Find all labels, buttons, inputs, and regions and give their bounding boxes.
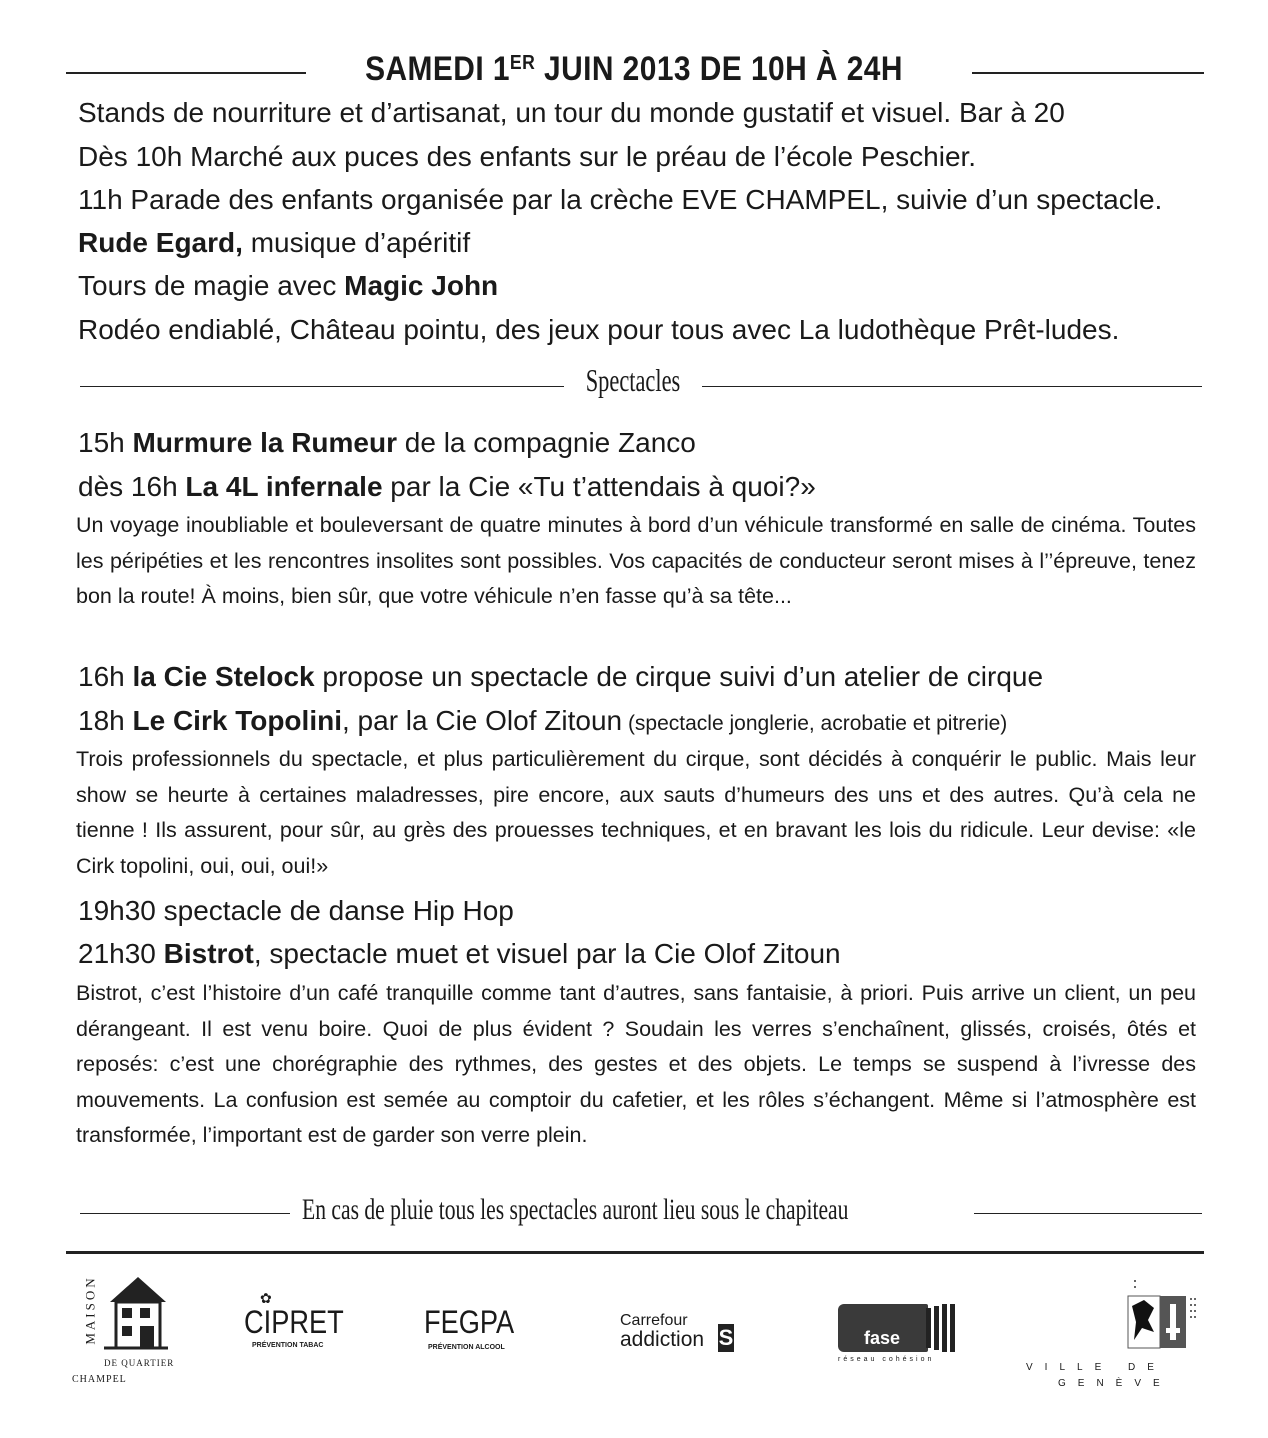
- footer-rule: [66, 1251, 1204, 1254]
- fegpa-logo: [424, 1304, 524, 1364]
- show-4l: dès 16h La 4L infernale par la Cie «Tu t’attendais à quoi?»: [78, 471, 816, 502]
- fase-stripes-icon: [924, 1304, 958, 1352]
- fegpa-name: FEGPA: [424, 1304, 515, 1340]
- cipret-name: CIPRET: [244, 1304, 344, 1340]
- maison-place: CHAMPEL: [72, 1374, 127, 1385]
- show-stelock: 16h la Cie Stelock propose un spectacle de cirque suivi d’un atelier de cirque: [78, 661, 1044, 692]
- cipret-subtitle: PRÉVENTION TABAC: [252, 1342, 324, 1349]
- rain-note: En cas de pluie tous les spectacles auront lieu sous le chapiteau: [302, 1193, 849, 1226]
- carrefour-line2: addiction: [620, 1328, 705, 1351]
- carrefour-addiction-logo: [618, 1312, 748, 1362]
- show-bistrot-description: Bistrot, c’est l’histoire d’un café tranquille comme tant d’autres, sans fantaisie, à priori. Puis arrive un client, un peu dérangeant. Il est venu boire. Quoi de plus évident ? Soudain les verres s’enchaînent, glissés, croisés, ôtés et reposés: c’est une chorégraphie des rythmes, des gestes et des objets. Le temps se suspend à l’ivresse des mouvements. La confusion est semée au comptoir du cafetier, et les rôles s’échangent. Même si l’atmosphère est transformée, l’important est de garder son verre plein.: [76, 981, 1196, 1147]
- fase-name: fase: [864, 1328, 901, 1348]
- carrefour-mark: S: [718, 1325, 734, 1350]
- intro-line: Tours de magie avec Magic John: [78, 270, 499, 301]
- geneve-line2: GENÈVE: [1058, 1378, 1172, 1389]
- section-rule-left: [80, 386, 564, 387]
- intro-line: Dès 10h Marché aux puces des enfants sur le préau de l’école Peschier.: [78, 141, 977, 172]
- intro-line: Stands de nourriture et d’artisanat, un tour du monde gustatif et visuel. Bar à 20: [78, 97, 1065, 128]
- intro-line: Rodéo endiablé, Château pointu, des jeux pour tous avec La ludothèque Prêt-ludes.: [78, 314, 1120, 345]
- header-rule-right: [972, 72, 1204, 74]
- maison-subtitle: DE QUARTIER: [104, 1358, 175, 1368]
- fegpa-subtitle: PRÉVENTION ALCOOL: [428, 1344, 505, 1351]
- fase-logo: [834, 1300, 964, 1370]
- fase-subtitle: réseau cohésion: [838, 1356, 935, 1363]
- house-icon: [100, 1272, 170, 1352]
- carrefour-line1: Carrefour: [620, 1312, 688, 1329]
- section-heading: Spectacles: [585, 362, 681, 398]
- maison-quartier-logo: [70, 1272, 190, 1392]
- flower-icon: ✿: [260, 1290, 272, 1306]
- show-4l-description: Un voyage inoubliable et bouleversant de quatre minutes à bord d’un véhicule transformé en salle de cinéma. Toutes les péripéties et les rencontres insolites sont possibles. Vos capacités de conducteur seront mises à l’’épreuve, tenez bon la route! À moins, bien sûr, que votre véhicule n’en fasse qu’à sa tête...: [76, 513, 1196, 608]
- show-murmure: 15h Murmure la Rumeur de la compagnie Zanco: [78, 427, 696, 458]
- show-cirk: 18h Le Cirk Topolini, par la Cie Olof Zitoun (spectacle jonglerie, acrobatie et pitrerie): [78, 705, 1008, 736]
- show-bistrot: 21h30 Bistrot, spectacle muet et visuel par la Cie Olof Zitoun: [78, 938, 841, 969]
- rain-rule-right: [974, 1213, 1202, 1214]
- rain-rule-left: [80, 1213, 290, 1214]
- maison-vertical-text: MAISON: [82, 1275, 98, 1345]
- ville-geneve-logo: [1020, 1276, 1210, 1396]
- show-cirk-description: Trois professionnels du spectacle, et plus particulièrement du cirque, sont décidés à conquérir le public. Mais leur show se heurte à certaines maladresses, pire encore, aux sauts d’humeurs des uns et des autres. Qu’à cela ne tienne ! Ils assurent, pour sûr, au grès des prouesses techniques, et en bravant les lois du ridicule. Leur devise: «le Cirk topolini, oui, oui, oui!»: [76, 747, 1196, 878]
- intro-line: Rude Egard, musique d’apéritif: [78, 227, 471, 258]
- geneva-coat-of-arms-icon: [1114, 1276, 1204, 1356]
- page-title: SAMEDI 1ER JUIN 2013 DE 10H À 24H: [365, 50, 903, 88]
- geneve-line1: VILLE DE: [1026, 1362, 1166, 1373]
- section-rule-right: [702, 386, 1202, 387]
- cipret-logo: [244, 1290, 354, 1360]
- show-hiphop: 19h30 spectacle de danse Hip Hop: [78, 895, 514, 926]
- intro-line: 11h Parade des enfants organisée par la crèche EVE CHAMPEL, suivie d’un spectacle.: [78, 184, 1163, 215]
